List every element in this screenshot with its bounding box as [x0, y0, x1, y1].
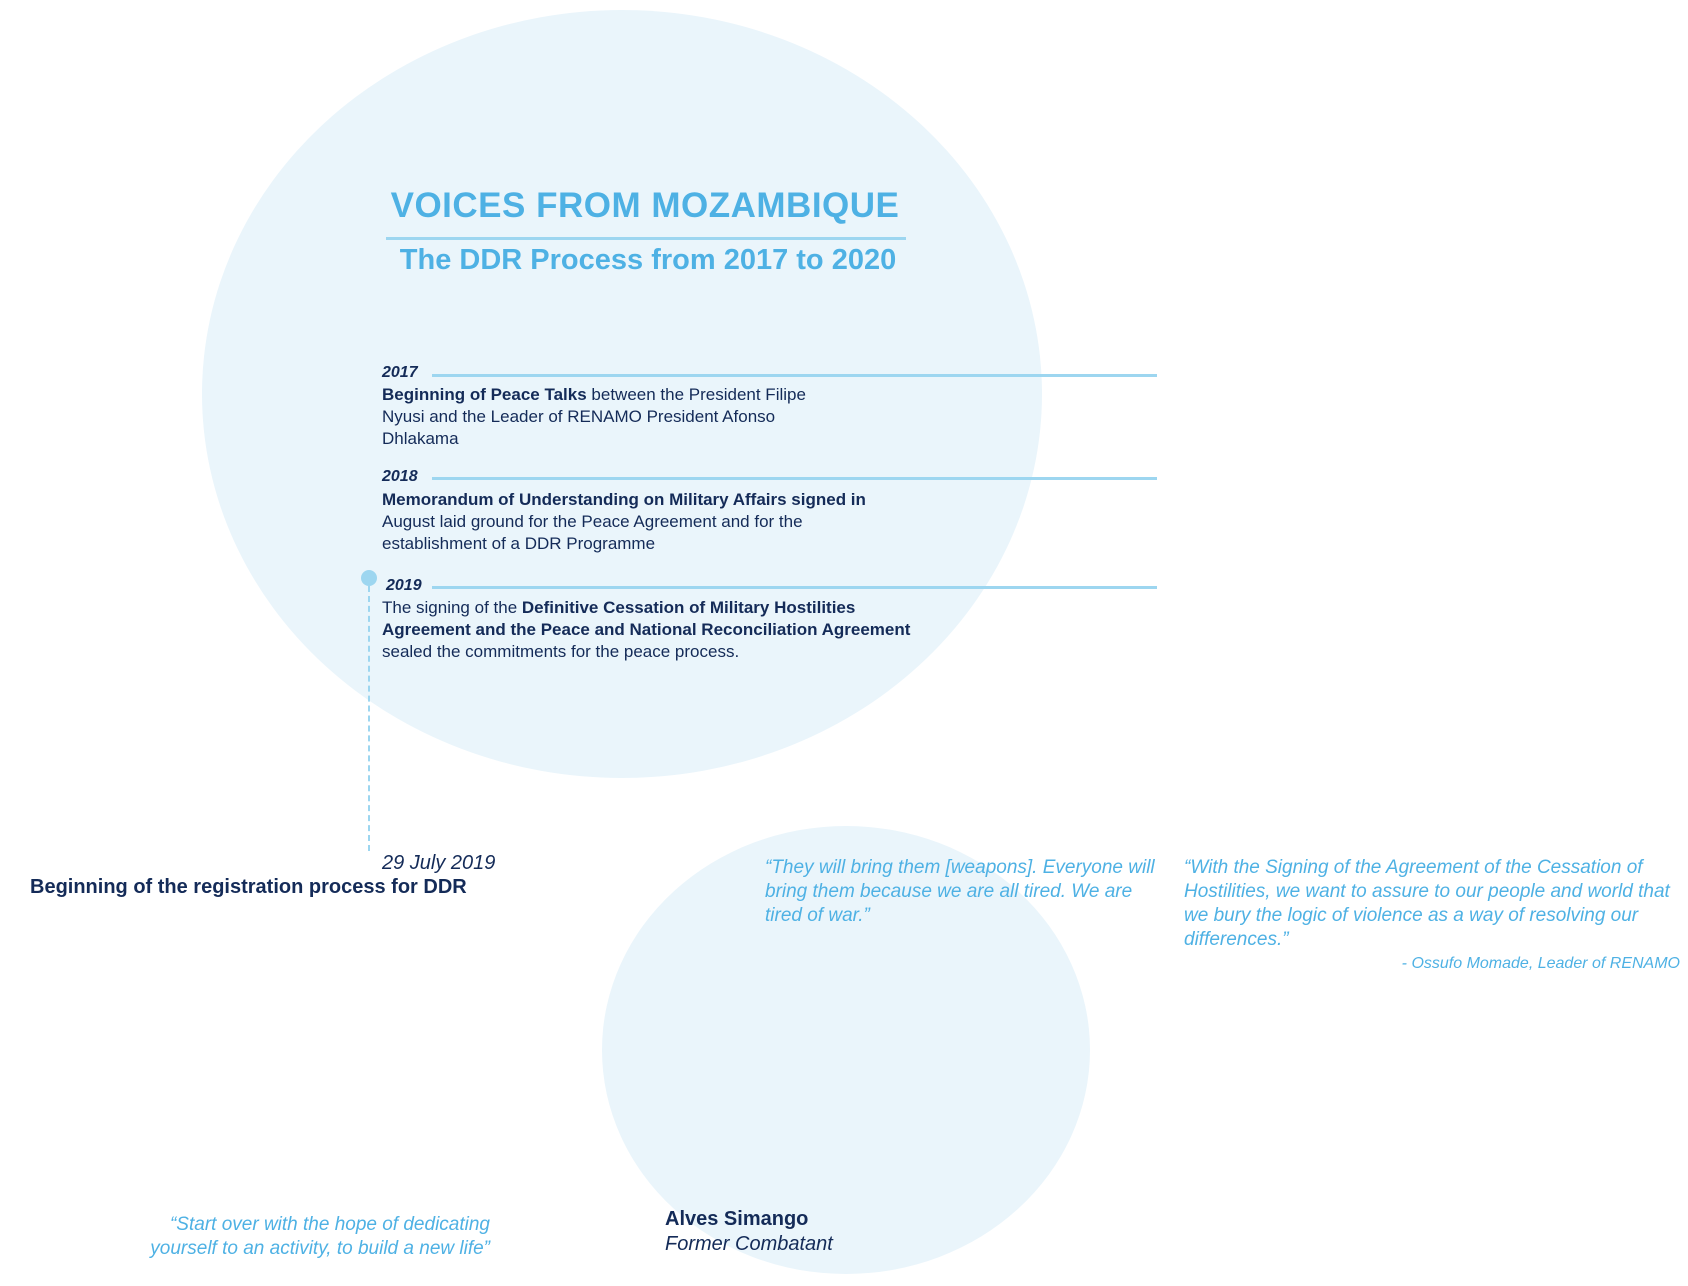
timeline-bold-2017: Beginning of Peace Talks [382, 385, 587, 404]
person-name: Alves Simango [665, 1208, 809, 1230]
timeline-prefix-2019: The signing of the [382, 598, 522, 617]
timeline-dashed-connector [368, 586, 370, 851]
milestone-date: 29 July 2019 [382, 852, 496, 874]
timeline-bold-2019: Definitive Cessation of Military Hostilities Agreement and the Peace and National Reconciliation Agreement [382, 598, 911, 639]
title-underline [386, 237, 906, 240]
quote-new-life: “Start over with the hope of dedicating yourself to an activity, to build a new life” [150, 1214, 490, 1259]
quote-weapons: “They will bring them [weapons]. Everyone will bring them because we are all tired. We are tired of war.” [765, 857, 1155, 926]
timeline-dot [361, 570, 377, 586]
timeline-body-2018: August laid ground for the Peace Agreement and for the establishment of a DDR Programme [382, 512, 803, 553]
timeline-text-2017 [382, 384, 852, 450]
quote-renamo: “With the Signing of the Agreement of the Cessation of Hostilities, we want to assure to our people and world that we bury the logic of violence as a way of resolving our differences.” [1184, 857, 1670, 950]
person-role: Former Combatant [665, 1233, 833, 1255]
timeline-year-2019: 2019 [386, 577, 422, 594]
page-title: VOICES FROM MOZAMBIQUE [390, 186, 900, 225]
timeline-line-2017 [432, 374, 1157, 377]
timeline-text-2018 [382, 489, 912, 555]
timeline-line-2019 [432, 586, 1157, 589]
timeline-text-2019 [382, 597, 922, 663]
timeline-bold-2018: Memorandum of Understanding on Military Affairs signed in [382, 490, 866, 509]
quote-renamo-attribution: - Ossufo Momade, Leader of RENAMO [1401, 955, 1680, 972]
timeline-body-2017: between the President Filipe Nyusi and the Leader of RENAMO President Afonso Dhlakama [382, 385, 806, 448]
timeline-body-2019: sealed the commitments for the peace process. [382, 642, 740, 661]
timeline-year-2018: 2018 [382, 468, 418, 485]
timeline-line-2018 [432, 477, 1157, 480]
page-subtitle: The DDR Process from 2017 to 2020 [399, 244, 897, 276]
timeline-year-2017: 2017 [382, 364, 418, 381]
milestone-text: Beginning of the registration process for DDR [30, 876, 467, 898]
